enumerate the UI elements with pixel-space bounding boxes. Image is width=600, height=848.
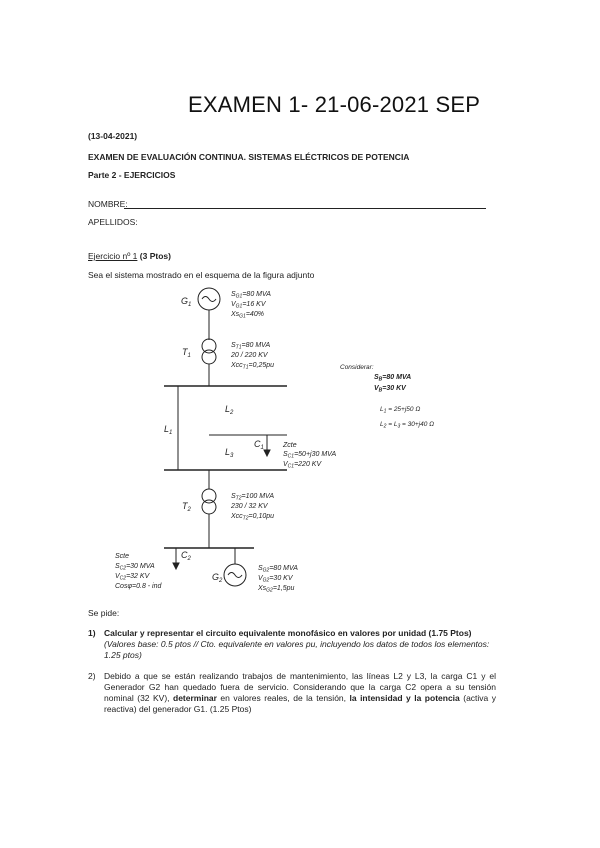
- t2-winding-bottom: [202, 500, 216, 514]
- t1-spec-1: $S_{T1}=80$ MVA: [231, 342, 271, 351]
- g1-label: $G_1$: [181, 296, 192, 308]
- g1-spec-1: $S_{G1}=80$ MVA: [231, 291, 271, 300]
- t2-spec-3: Xcc$_{T2}$=0,10pu: [231, 513, 275, 522]
- base-l23: $L_2 = L_3 = 30+j40$ Ω: [380, 421, 435, 430]
- t1-winding-bottom: [202, 350, 216, 364]
- q1-detail: (Valores base: 0.5 ptos // Cto. equivalente en valores pu, incluyendo los datos de todos los elementos: 1.25 ptos): [104, 639, 490, 660]
- c2-spec-1: $S_{C2}=30$ MVA: [115, 563, 155, 572]
- g1-sine: [202, 297, 216, 302]
- base-sb: $S_B=80$ MVA: [374, 374, 412, 383]
- base-vb: $V_B=30$ KV: [374, 385, 406, 394]
- l2-label: $L_2$: [225, 404, 234, 416]
- c2-spec-0: Scte: [115, 553, 130, 560]
- exam-title: EXAMEN 1- 21-06-2021 SEP: [188, 92, 481, 117]
- c1-spec-0: Zcte: [283, 442, 297, 449]
- t1-label: $T_1$: [182, 347, 191, 359]
- g2-sine: [228, 573, 242, 578]
- exercise-points: (3 Ptos): [139, 251, 171, 261]
- t2-label: $T_2$: [182, 501, 191, 513]
- exam-date: (13-04-2021): [88, 131, 138, 141]
- c2-spec-3: Cosφ=0.8 - ind: [115, 583, 162, 590]
- g2-spec-2: $V_{G2}=30$ KV: [258, 575, 293, 584]
- g2-label: $G_2$: [212, 572, 223, 584]
- c2-label: $C_2$: [181, 550, 191, 562]
- c1-spec-1: $S_{C1}=50+j30$ MVA: [283, 451, 337, 460]
- l1-label: $L_1$: [164, 424, 173, 436]
- apellidos-label: APELLIDOS:: [88, 217, 138, 227]
- q1-text: Calcular y representar el circuito equivalente monofásico en valores por unidad (1.75 Ptos): [104, 628, 472, 638]
- g1-spec-3: $Xs_{G1}=40\%$: [231, 311, 264, 320]
- exam-name: EXAMEN DE EVALUACIÓN CONTINUA. SISTEMAS ELÉCTRICOS DE POTENCIA: [88, 152, 410, 162]
- t2-winding-top: [202, 489, 216, 503]
- g2-spec-3: $Xs_{G2}=1,5pu$: [258, 585, 295, 594]
- c1-spec-2: $V_{C1}=220$ KV: [283, 461, 322, 470]
- q2-text: Debido a que se están realizando trabajos de mantenimiento, las líneas L2 y L3, la carga C1 y el Generador G2 han quedado fuera de servicio. Considerando que la carga C2 opera a su tensión nominal (32 KV), determinar en valores reales, de la tensión, la intensidad y la potencia (activa y reactiva) del generador G1. (1.25 Ptos): [104, 671, 497, 714]
- q2-number: 2): [88, 671, 96, 681]
- exam-part: Parte 2 - EJERCICIOS: [88, 170, 176, 180]
- exercise-intro: Sea el sistema mostrado en el esquema de la figura adjunto: [88, 270, 315, 280]
- exercise-title: Ejercicio nº 1: [88, 251, 138, 261]
- c1-label: $C_1$: [254, 439, 264, 451]
- base-l1: $L_1 = 25+j50$ Ω: [380, 406, 421, 415]
- g1-spec-2: $V_{G1}=16$ KV: [231, 301, 266, 310]
- nombre-label: NOMBRE:: [88, 199, 128, 209]
- t1-spec-2: 20 / 220 KV: [231, 352, 268, 359]
- g2-spec-1: $S_{G2}=80$ MVA: [258, 565, 298, 574]
- t1-spec-3: Xcc$_{T1}$=0,25pu: [231, 362, 275, 371]
- se-pide: Se pide:: [88, 608, 120, 618]
- c2-arrow: [173, 563, 179, 569]
- base-heading: Considerar:: [340, 364, 374, 371]
- c1-arrow: [264, 450, 270, 456]
- q1-number: 1): [88, 628, 96, 638]
- c2-spec-2: $V_{C2}=32$ KV: [115, 573, 150, 582]
- t2-spec-2: 230 / 32 KV: [231, 503, 268, 510]
- t1-winding-top: [202, 339, 216, 353]
- l3-label: $L_3$: [225, 447, 234, 459]
- t2-spec-1: $S_{T2}=100$ MVA: [231, 493, 275, 502]
